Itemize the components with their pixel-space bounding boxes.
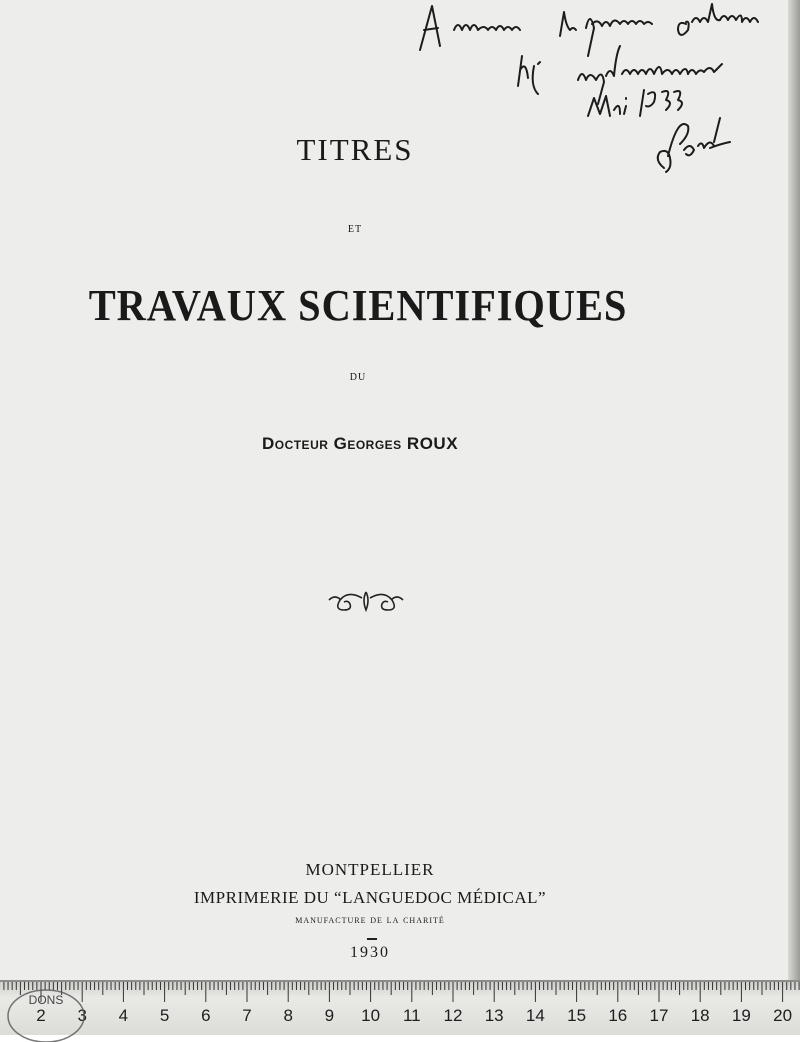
ornament-icon	[325, 584, 407, 614]
ruler-number: 15	[567, 1006, 587, 1025]
printer-text: IMPRIMERIE DU “LANGUEDOC MÉDICAL”	[193, 888, 547, 907]
author-name: Docteur Georges ROUX	[261, 434, 459, 453]
ruler-number: 14	[525, 1006, 545, 1025]
ruler-number: 13	[484, 1006, 504, 1025]
preposition-text: DU	[349, 372, 367, 383]
title-line-1: TITRES	[296, 132, 414, 167]
ruler-number: 11	[402, 1006, 421, 1025]
ruler-number: 12	[443, 1006, 463, 1025]
conjunction-text: ET	[347, 224, 363, 235]
ruler-number: 9	[324, 1006, 335, 1025]
ruler-number: 5	[159, 1006, 170, 1025]
ruler-number: 20	[773, 1006, 793, 1025]
divider-dash	[367, 938, 377, 940]
ruler-number: 2	[36, 1006, 46, 1025]
ruler-number: 10	[361, 1006, 381, 1025]
ruler-number: 19	[731, 1006, 751, 1025]
city-text: MONTPELLIER	[305, 860, 435, 879]
title-line-2: TRAVAUX SCIENTIFIQUES	[88, 281, 628, 330]
ruler-number: 6	[201, 1006, 211, 1025]
ruler-number: 17	[649, 1006, 669, 1025]
ruler-number: 4	[118, 1006, 129, 1025]
library-stamp-icon	[0, 982, 92, 1042]
ruler-number: 18	[690, 1006, 710, 1025]
ruler-number: 8	[283, 1006, 293, 1025]
year-text: 1930	[350, 944, 390, 961]
ruler-number: 3	[77, 1006, 87, 1025]
ruler-number: 16	[608, 1006, 628, 1025]
svg-text:DONS: DONS	[28, 993, 64, 1007]
ruler-number: 7	[242, 1006, 252, 1025]
manufacture-text: manufacture de la charité	[295, 914, 445, 926]
measuring-ruler	[0, 980, 800, 1035]
